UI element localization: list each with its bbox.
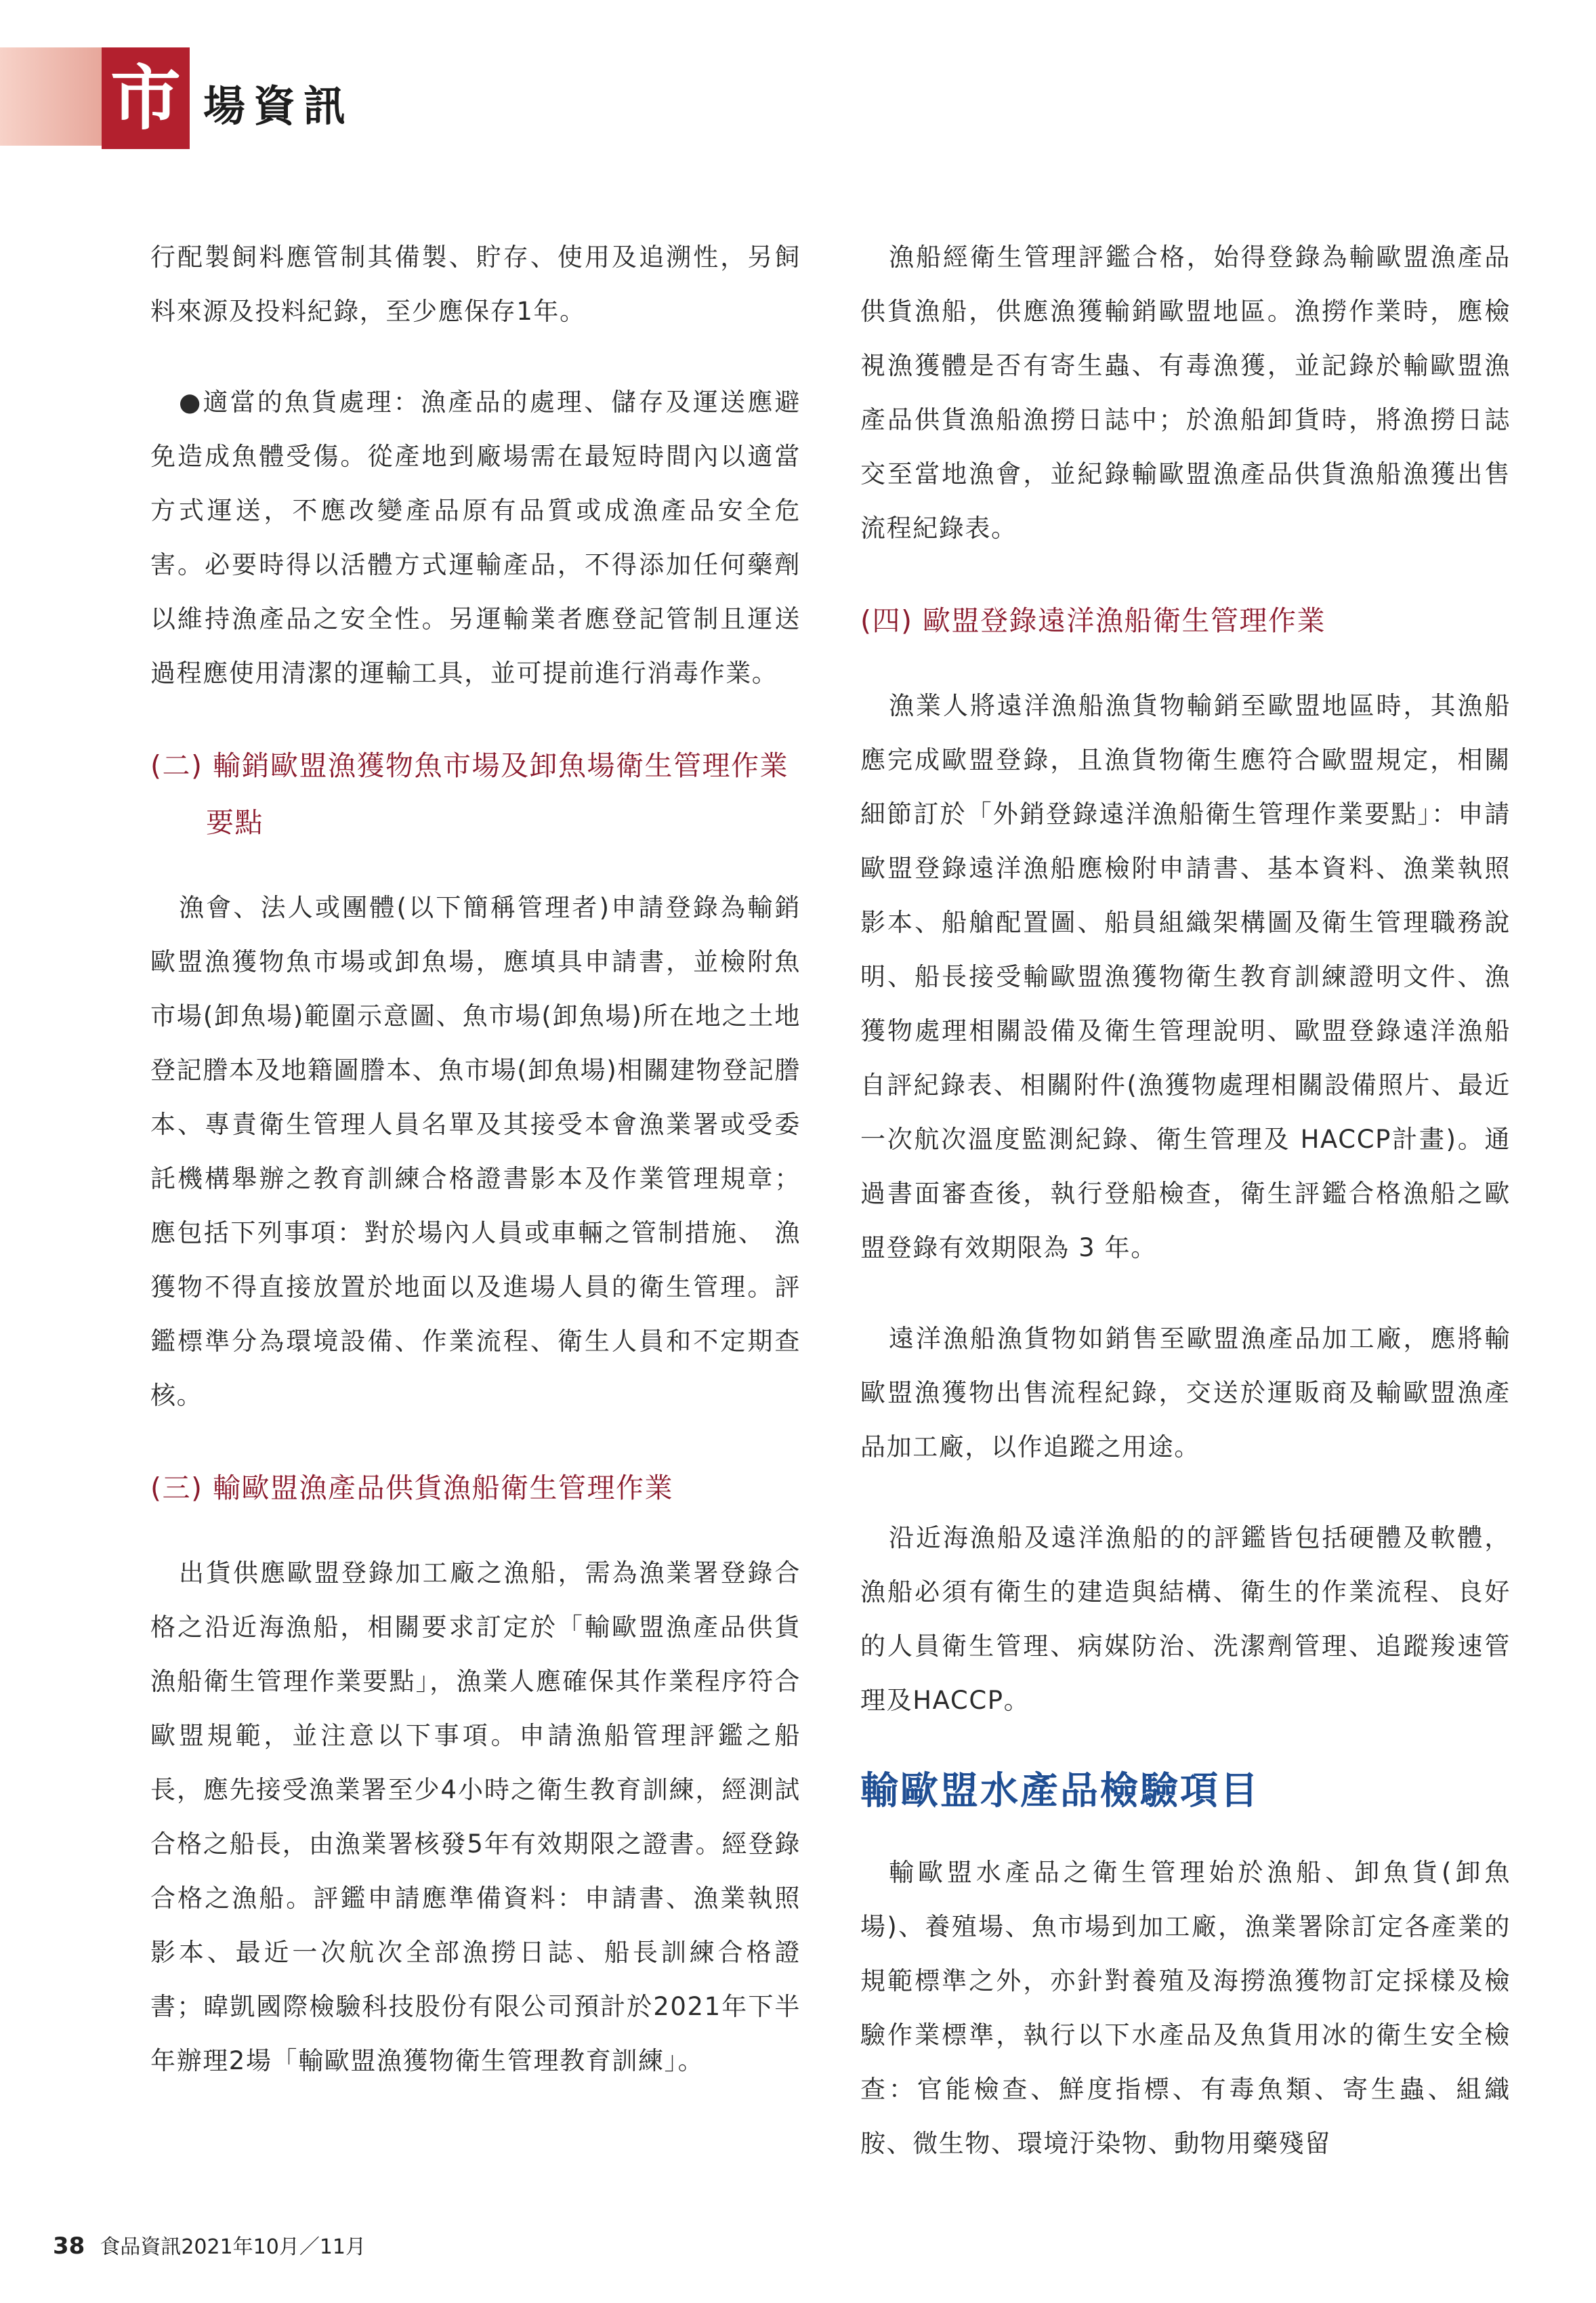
paragraph: 沿近海漁船及遠洋漁船的的評鑑皆包括硬體及軟體，漁船必須有衛生的建造與結構、衛生的作業流程、良好的人員衛生管理、病媒防治、洗潔劑管理、追蹤羧速管理及HACCP。	[860, 1523, 1511, 1715]
header-title-first-char: 市	[102, 47, 190, 149]
right-column	[860, 230, 1511, 2207]
header-decor-bar	[0, 47, 102, 146]
paragraph: 漁船經衛生管理評鑑合格，始得登錄為輸歐盟漁產品供貨漁船，供應漁獲輸銷歐盟地區。漁撈作業時，應檢視漁獲體是否有寄生蟲、有毒漁獲，並記錄於輸歐盟漁產品供貨漁船漁撈日誌中；於漁船卸貨時，將漁撈日誌交至當地漁會，並紀錄輸歐盟漁產品供貨漁船漁獲出售流程紀錄表。	[860, 243, 1511, 543]
paragraph: 出貨供應歐盟登錄加工廠之漁船，需為漁業署登錄合格之沿近海漁船，相關要求訂定於「輸歐盟漁產品供貨漁船衛生管理作業要點」，漁業人應確保其作業程序符合歐盟規範，並注意以下事項。申請漁船管理評鑑之船長，應先接受漁業署至少4小時之衛生教育訓練，經測試合格之船長，由漁業署核發5年有效期限之證書。經登錄合格之漁船。評鑑申請應準備資料：申請書、漁業執照影本、最近一次航次全部漁撈日誌、船長訓練合格證書；暐凱國際檢驗科技股份有限公司預計於2021年下半年辦理2場「輸歐盟漁獲物衛生管理教育訓練」。	[150, 1558, 801, 2075]
subheading: (二) 輸銷歐盟漁獲物魚市場及卸魚場衛生管理作業要點	[150, 749, 789, 839]
publication-info: 食品資訊2021年10月／11月	[100, 2235, 366, 2259]
page-number: 38	[53, 2233, 85, 2260]
paragraph: 行配製飼料應管制其備製、貯存、使用及追溯性，另飼料來源及投料紀錄，至少應保存1年。	[150, 243, 801, 326]
header-title: 場資訊	[203, 81, 354, 131]
paragraph: ●適當的魚貨處理：漁產品的處理、儲存及運送應避免造成魚體受傷。從產地到廠場需在最短時間內以適當方式運送，不應改變產品原有品質或成漁產品安全危害。必要時得以活體方式運輸產品，不得添加任何藥劑以維持漁產品之安全性。另運輸業者應登記管制且運送過程應使用清潔的運輸工具，並可提前進行消毒作業。	[150, 388, 801, 688]
paragraph: 漁會、法人或團體(以下簡稱管理者)申請登錄為輸銷歐盟漁獲物魚市場或卸魚場，應填具申請書，並檢附魚市場(卸魚場)範圍示意圖、魚市場(卸魚場)所在地之土地登記謄本及地籍圖謄本、魚市場(卸魚場)相關建物登記謄本、專責衛生管理人員名單及其接受本會漁業署或受委託機構舉辦之教育訓練合格證書影本及作業管理規章；應包括下列事項：對於場內人員或車輛之管制措施、 漁獲物不得直接放置於地面以及進場人員的衛生管理。評鑑標準分為環境設備、作業流程、衛生人員和不定期查核。	[150, 893, 801, 1410]
paragraph: 漁業人將遠洋漁船漁貨物輸銷至歐盟地區時，其漁船應完成歐盟登錄，且漁貨物衛生應符合歐盟規定，相關細節訂於「外銷登錄遠洋漁船衛生管理作業要點」：申請歐盟登錄遠洋漁船應檢附申請書、基本資料、漁業執照影本、船艙配置圖、船員組織架構圖及衛生管理職務說明、船長接受輸歐盟漁獲物衛生教育訓練證明文件、漁獲物處理相關設備及衛生管理說明、歐盟登錄遠洋漁船自評紀錄表、相關附件(漁獲物處理相關設備照片、最近一次航次溫度監測紀錄、衛生管理及 HACCP計畫)。通過書面審查後，執行登船檢查，衛生評鑑合格漁船之歐盟登錄有效期限為 3 年。	[860, 691, 1511, 1262]
left-column	[150, 230, 801, 2125]
subheading: (三) 輸歐盟漁產品供貨漁船衛生管理作業	[150, 1472, 674, 1504]
subheading: (四) 歐盟登錄遠洋漁船衛生管理作業	[860, 604, 1326, 637]
paragraph: 輸歐盟水產品之衛生管理始於漁船、卸魚貨(卸魚場)、養殖場、魚市場到加工廠，漁業署除訂定各產業的規範標準之外，亦針對養殖及海撈漁獲物訂定採樣及檢驗作業標準，執行以下水產品及魚貨用冰的衛生安全檢查：官能檢查、鮮度指標、有毒魚類、寄生蟲、組織胺、微生物、環境汙染物、動物用藥殘留	[860, 1858, 1511, 2158]
section-title: 輸歐盟水產品檢驗項目	[860, 1769, 1260, 1813]
page-footer	[53, 2229, 366, 2264]
paragraph: 遠洋漁船漁貨物如銷售至歐盟漁產品加工廠，應將輸歐盟漁獲物出售流程紀錄，交送於運販商及輸歐盟漁產品加工廠，以作追蹤之用途。	[860, 1324, 1511, 1461]
